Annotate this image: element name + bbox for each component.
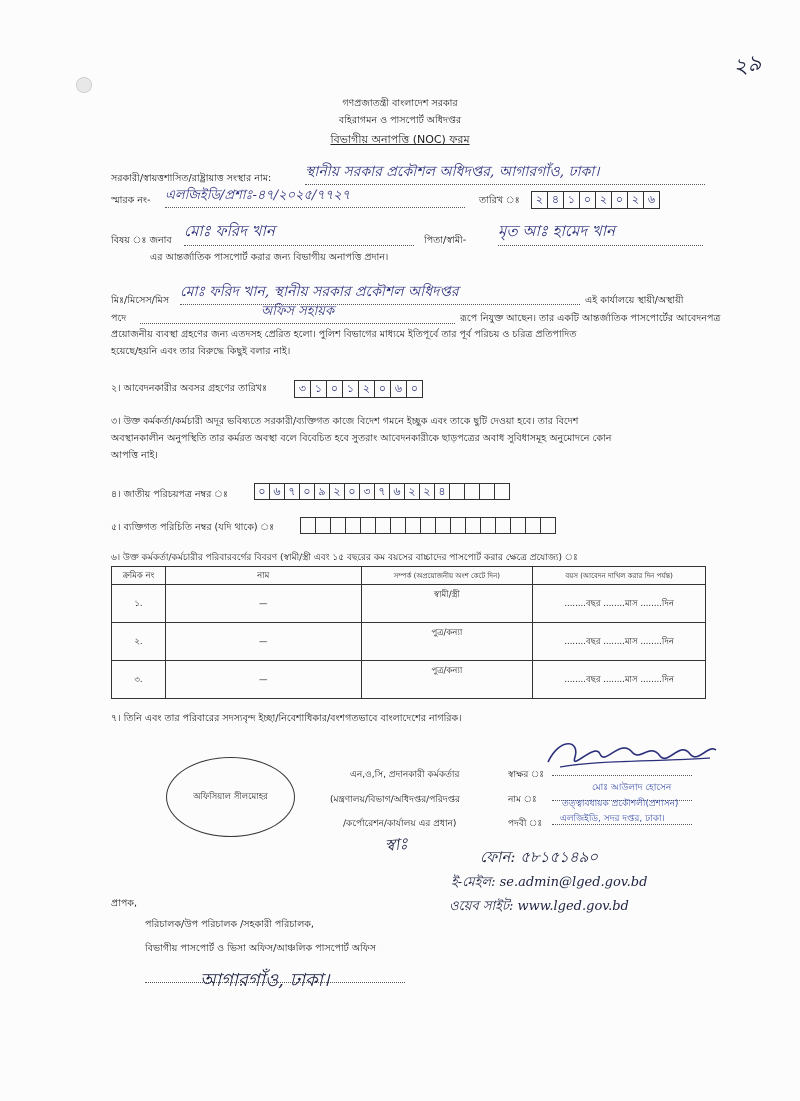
row-age: ........বছর ........মাস ........দিন	[533, 585, 706, 623]
date-digit-box: ০	[611, 191, 628, 209]
date-digit-box: ৬	[643, 191, 660, 209]
official-seal	[166, 757, 295, 837]
date-digit-box: ২	[595, 191, 612, 209]
nid-digit-box: ৬	[389, 483, 405, 500]
row-age: ........বছর ........মাস ........দিন	[533, 623, 706, 661]
nid-boxes	[254, 483, 509, 500]
col-serial: ক্রমিক নং	[112, 567, 166, 585]
nid-digit-box: ২	[404, 483, 420, 500]
form-title: বিভাগীয় অনাপত্তি (NOC) ফরম	[330, 133, 470, 146]
phone-note: ফোন: ৫৮১৫১৪৯০	[480, 848, 599, 866]
noc-line1: এন,ও,সি, প্রদানকারী কর্মকর্তার	[350, 770, 460, 780]
col-name: নাম	[165, 567, 361, 585]
pin-digit-box	[420, 517, 436, 534]
memo-label: স্মারক নং-	[111, 195, 151, 206]
nid-digit-box: ৭	[374, 483, 390, 500]
pin-digit-box	[360, 517, 376, 534]
retire-digit-box: ৩	[294, 380, 311, 398]
pin-digit-box	[300, 517, 316, 534]
page-mark: ২৯	[730, 50, 764, 81]
retire-digit-box: ১	[310, 380, 327, 398]
nid-label: ৪। জাতীয় পরিচয়পত্র নম্বর ঃ	[111, 489, 228, 500]
org-value: স্থানীয় সরকার প্রকৌশল অধিদপ্তর, আগারগাঁও, ঢাকা।	[305, 160, 705, 185]
stamp-post: তত্ত্বাবধায়ক প্রকৌশলী(প্রশাসন)	[562, 799, 679, 809]
date-digit-box: ৪	[547, 191, 564, 209]
post-label: পদবী ঃ	[508, 819, 543, 829]
table-row	[112, 661, 706, 699]
nid-digit-box: ৩	[359, 483, 375, 500]
row-relation: পুত্র/কন্যা	[361, 623, 533, 661]
nid-digit-box: ৬	[269, 483, 285, 500]
retire-digit-box: ৬	[390, 380, 407, 398]
nid-digit-box	[479, 483, 495, 500]
family-table	[111, 566, 706, 699]
pin-digit-box	[375, 517, 391, 534]
para1-b: প্রয়োজনীয় ব্যবস্থা গ্রহণের জন্য এতদসহ প্রেরিত হলো। পুলিশ বিভাগের মাধ্যমে ইতিপূর্বে তার পূর্ব পরিচয় ও চরিত্র প্রতিপাদিত	[111, 329, 577, 340]
recipient-place: আগারগাঁও, ঢাকা।	[200, 970, 330, 991]
item3-line2: অবস্থানকালীন অনুপস্থিতি তার কর্মরত অবস্থা বলে বিবেচিত হবে সুতরাং আবেদনকারীকে ছাড়পত্রের অবাধ সুবিধাসমূহ অনুমোদনে কোন	[111, 433, 612, 444]
nid-digit-box: ২	[419, 483, 435, 500]
recipient-label: প্রাপক,	[111, 898, 137, 909]
row-serial: ২.	[112, 623, 166, 661]
nid-digit-box	[449, 483, 465, 500]
nid-digit-box: ৭	[284, 483, 300, 500]
pin-boxes	[300, 517, 555, 534]
pin-digit-box	[315, 517, 331, 534]
para1-a: রূপে নিযুক্ত আছেন। তার একটি আন্তর্জাতিক পাসপোর্টের আবেদনপত্র	[460, 313, 721, 324]
pin-digit-box	[495, 517, 511, 534]
table-row	[112, 585, 706, 623]
pin-digit-box	[540, 517, 556, 534]
item3-line1: ৩। উক্ত কর্মকর্তা/কর্মচারী অদূর ভবিষ্যতে সরকারী/ব্যক্তিগত কাজে বিদেশ গমনে ইচ্ছুক এবং তাকে ছুটি দেওয়া হবে। তার বিদেশ	[111, 416, 579, 427]
nid-digit-box	[494, 483, 510, 500]
in-office: এই কার্যালয়ে স্থায়ী/অস্থায়ী	[585, 295, 684, 306]
post-value: অফিস সহায়ক	[140, 302, 455, 324]
pin-digit-box	[480, 517, 496, 534]
nid-digit-box: ০	[299, 483, 315, 500]
row-name: —	[165, 623, 361, 661]
nid-digit-box: ০	[254, 483, 270, 500]
row-age: ........বছর ........মাস ........দিন	[533, 661, 706, 699]
nid-digit-box: ৪	[434, 483, 450, 500]
nid-digit-box	[464, 483, 480, 500]
pin-digit-box	[465, 517, 481, 534]
table-row	[112, 623, 706, 661]
noc-line3: /কর্পোরেশন/কার্যালয় এর প্রধান)	[343, 819, 457, 829]
subject-label: বিষয় ঃ জনাব	[111, 235, 172, 246]
citizen-statement: ৭। তিনি এবং তার পরিবারের সদস্যবৃন্দ ইচ্ছা/নিবেশাধিকার/বংশগতভাবে বাংলাদেশের নাগরিক।	[111, 713, 462, 724]
recipient-line1: পরিচালক/উপ পরিচালক /সহকারী পরিচালক,	[145, 919, 314, 930]
name-label: নাম ঃ	[508, 795, 537, 805]
item3-line3: আপত্তি নাই।	[111, 450, 158, 461]
pin-digit-box	[435, 517, 451, 534]
retire-digit-box: ১	[342, 380, 359, 398]
noc-line2: (মন্ত্রণালয়/বিভাগ/অধিদপ্তর/পরিদপ্তর	[330, 795, 460, 805]
org-label: সরকারী/স্বায়ত্তশাসিত/রাষ্ট্রায়াত্ত সংস্থার নাম:	[111, 173, 272, 184]
pin-digit-box	[345, 517, 361, 534]
stamp-name: মোঃ আউলাদ হোসেন	[592, 783, 672, 793]
pin-digit-box	[330, 517, 346, 534]
date-boxes	[531, 191, 659, 209]
retire-label: ২। আবেদনকারীর অবসর গ্রহণের তারিখঃ	[111, 383, 268, 394]
family-label: ৬। উক্ত কর্মকর্তা/কর্মচারীর পরিবারবর্গের বিবরণ (স্বামী/স্ত্রী এবং ১৫ বছরের কম বয়সের বাচ্চাদের পাসপোর্ট করার ক্ষেত্রে প্রযোজ্য) ঃ	[111, 553, 578, 563]
para1-c: হয়েছে/হয়নি এবং তার বিরুদ্ধে কিছুই বলার নাই।	[111, 346, 291, 357]
date-digit-box: ২	[627, 191, 644, 209]
row-name: —	[165, 585, 361, 623]
retire-date-boxes	[294, 380, 422, 398]
memo-value: এলজিইডি/প্রশাঃ-৪৭/২০২৫/৭৭২৭	[165, 186, 465, 208]
row-serial: ১.	[112, 585, 166, 623]
retire-digit-box: ০	[374, 380, 391, 398]
pin-digit-box	[510, 517, 526, 534]
dept-title: বহিরাগমন ও পাসপোর্ট অধিদপ্তর	[338, 115, 462, 126]
row-relation: পুত্র/কন্যা	[361, 661, 533, 699]
date-digit-box: ২	[531, 191, 548, 209]
recipient-line2: বিভাগীয় পাসপোর্ট ও ভিসা অফিস/আঞ্চলিক পাসপোর্ট অফিস	[145, 943, 377, 954]
handwritten-signature	[540, 732, 720, 782]
pin-digit-box	[405, 517, 421, 534]
retire-digit-box: ২	[358, 380, 375, 398]
date-digit-box: ১	[563, 191, 580, 209]
row-relation: স্বামী/স্ত্রী	[361, 585, 533, 623]
nid-digit-box: ৯	[314, 483, 330, 500]
sign-label: স্বাক্ষর ঃ	[508, 770, 545, 780]
row-name: —	[165, 661, 361, 699]
nid-digit-box: ২	[329, 483, 345, 500]
email-note: ই-মেইল: se.admin@lged.gov.bd	[451, 875, 648, 890]
person-value: মোঃ ফরিদ খান, স্থানীয় সরকার প্রকৌশল অধিদপ্তর	[180, 280, 580, 305]
pin-digit-box	[450, 517, 466, 534]
subject-name: মোঃ ফরিদ খান	[184, 220, 414, 246]
web-note: ওয়েব সাইট: www.lged.gov.bd	[449, 899, 629, 914]
nid-digit-box: ০	[344, 483, 360, 500]
pin-digit-box	[525, 517, 541, 534]
date-label: তারিখ ঃ	[479, 195, 520, 206]
father-name: মৃত আঃ হামেদ খান	[498, 220, 703, 246]
pin-digit-box	[390, 517, 406, 534]
col-relation: সম্পর্ক (অপ্রয়োজনীয় অংশ কেটে দিন)	[361, 567, 533, 585]
retire-digit-box: ০	[326, 380, 343, 398]
col-age: বয়স (আবেদন দাখিল করার দিন পর্যন্ত)	[533, 567, 706, 585]
salutation: মিঃ/মিসেস/মিস	[111, 295, 170, 306]
punch-hole	[76, 77, 92, 93]
seal-label: অফিসিয়াল সীলমোহর	[193, 792, 268, 802]
initial-mark: স্বাঃ	[383, 833, 409, 856]
post-label: পদে	[111, 313, 127, 324]
row-serial: ৩.	[112, 661, 166, 699]
retire-digit-box: ০	[406, 380, 423, 398]
subject-tail: এর আন্তর্জাতিক পাসপোর্ট করার জন্য বিভাগীয় অনাপত্তি প্রদান।	[150, 252, 389, 263]
govt-title: গণপ্রজাতন্ত্রী বাংলাদেশ সরকার	[342, 98, 458, 109]
father-label: পিতা/স্বামী-	[424, 235, 467, 246]
stamp-office: এলজিইডি, সদর দপ্তর, ঢাকা।	[560, 814, 665, 824]
date-digit-box: ০	[579, 191, 596, 209]
pin-label: ৫। ব্যক্তিগত পরিচিতি নম্বর (যদি থাকে) ঃ	[111, 522, 275, 533]
